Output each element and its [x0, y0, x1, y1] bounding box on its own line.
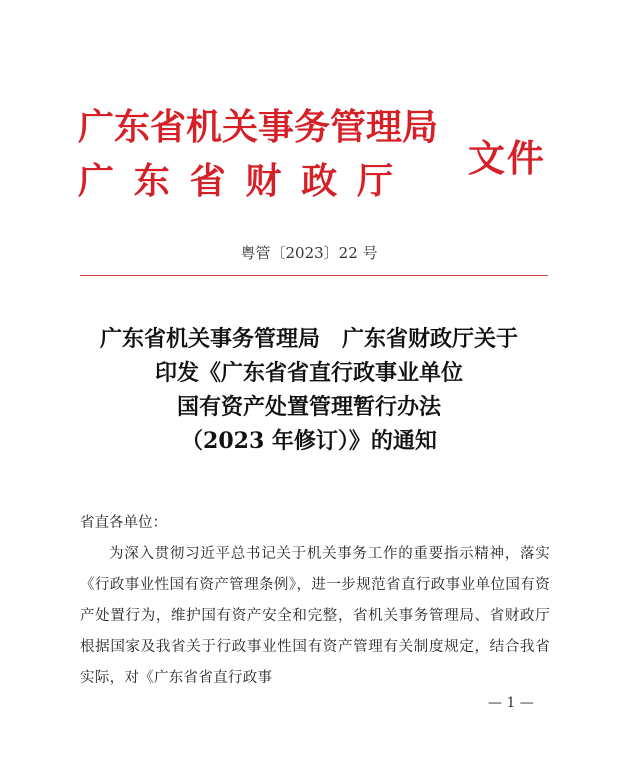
title-line-3: 国有资产处置管理暂行办法: [176, 394, 441, 420]
title-line-1: 广东省机关事务管理局 广东省财政厅关于: [99, 326, 518, 352]
document-number: 粤管〔2023〕22 号: [240, 244, 378, 262]
title-line-4: （2023 年修订）》的通知: [181, 428, 437, 454]
title-line-2: 印发《广东省省直行政事业单位: [154, 360, 463, 386]
issuing-authorities: [78, 100, 438, 208]
issuer-line-1: 广东省机关事务管理局: [78, 106, 439, 148]
red-separator-line: [80, 275, 548, 276]
body-paragraph: 为深入贯彻习近平总书记关于机关事务工作的重要指示精神，落实《行政事业性国有资产管理条例》，进一步规范省直行政事业单位国有资产处置行为，维护国有资产安全和完整，省机关事务管理局、省财政厅根据国家及我省关于行政事业性国有资产管理有关制度规定，结合我省实际，对《广东省省直行政事: [80, 546, 550, 686]
document-title: [0, 322, 618, 458]
salutation: 省直各单位：: [80, 515, 167, 531]
document-suffix: 文件: [468, 136, 546, 180]
document-body: [80, 508, 550, 694]
page-number: — 1 —: [488, 695, 534, 711]
issuer-line-2: 广东省财政厅: [78, 160, 413, 202]
